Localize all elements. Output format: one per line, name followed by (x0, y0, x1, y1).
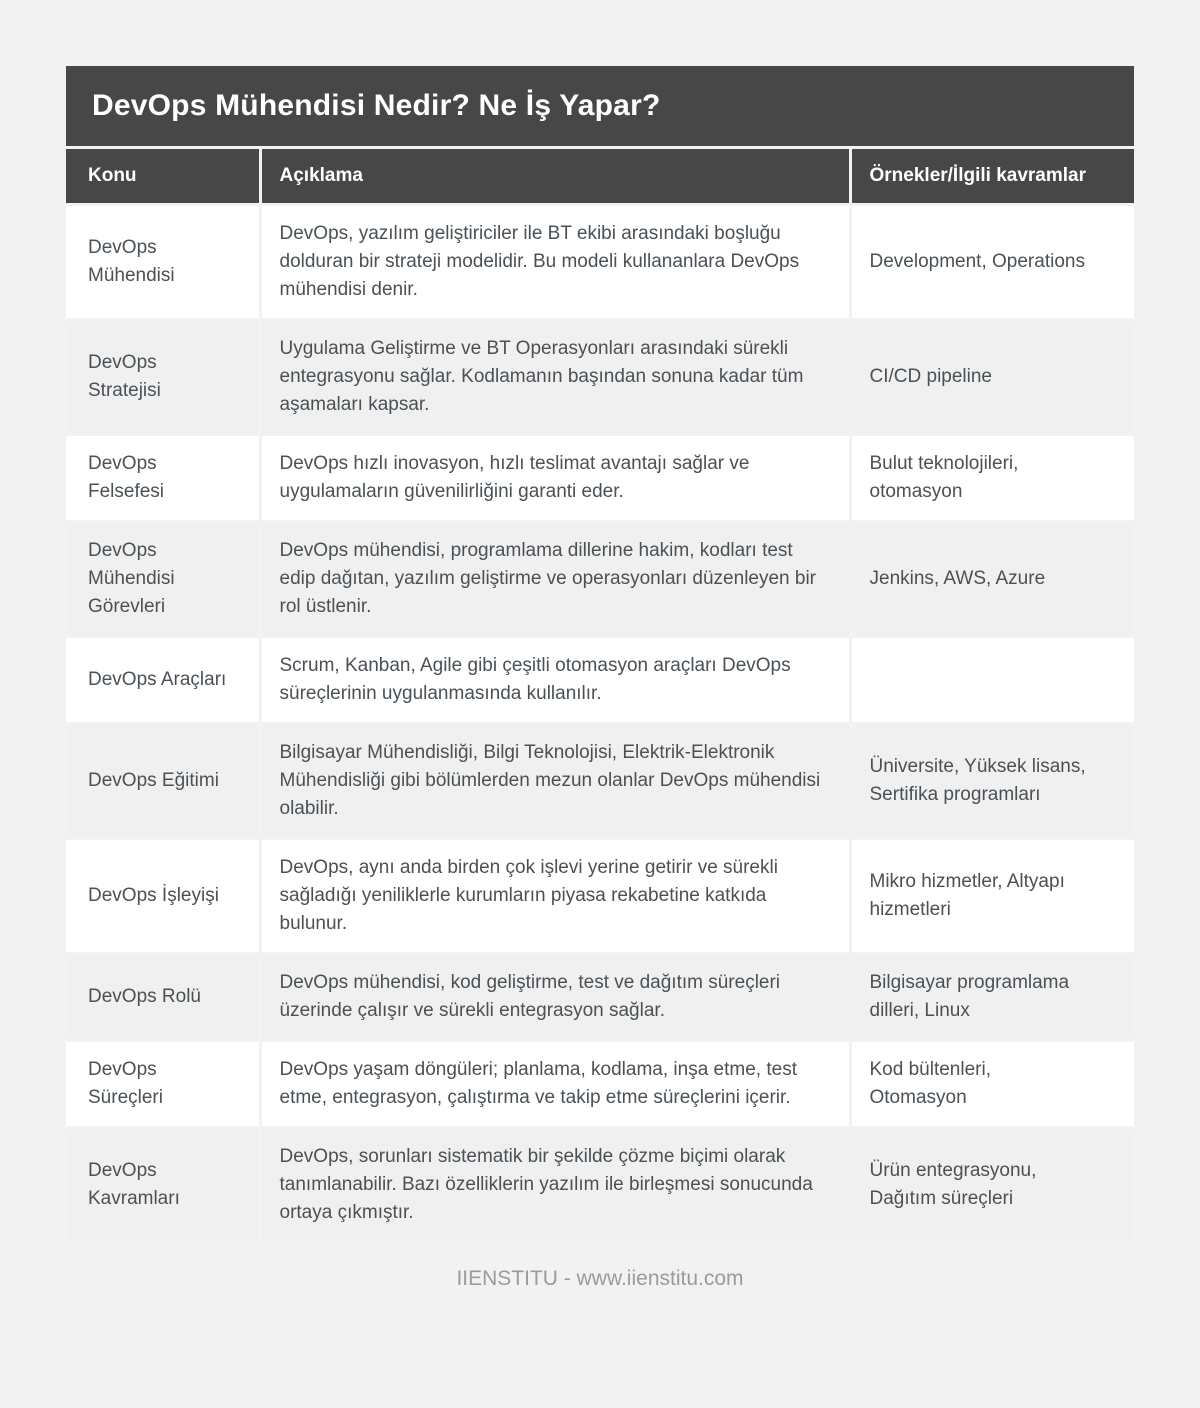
examples-cell: Ürün entegrasyonu, Dağıtım süreçleri (850, 1128, 1134, 1242)
examples-cell: Development, Operations (850, 205, 1134, 320)
description-cell: DevOps mühendisi, kod geliştirme, test ve dağıtım süreçleri üzerinde çalışır ve sürekli entegrasyon sağlar. (260, 954, 850, 1041)
table-row (66, 205, 1134, 320)
description-cell: DevOps, yazılım geliştiriciler ile BT ekibi arasındaki boşluğu dolduran bir strateji modelidir. Bu modeli kullananlara DevOps mühendisi denir. (260, 205, 850, 320)
column-header-aciklama: Açıklama (260, 149, 850, 205)
topic-cell: DevOps Araçları (66, 637, 260, 724)
table-row (66, 1041, 1134, 1128)
examples-cell: Jenkins, AWS, Azure (850, 522, 1134, 637)
examples-cell: Kod bültenleri, Otomasyon (850, 1041, 1134, 1128)
column-header-konu: Konu (66, 149, 260, 205)
table-row (66, 435, 1134, 522)
description-cell: DevOps yaşam döngüleri; planlama, kodlama, inşa etme, test etme, entegrasyon, çalıştırma ve takip etme süreçlerini içerir. (260, 1041, 850, 1128)
examples-cell: CI/CD pipeline (850, 320, 1134, 435)
topic-cell: DevOps Eğitimi (66, 724, 260, 839)
page-title: DevOps Mühendisi Nedir? Ne İş Yapar? (92, 89, 661, 122)
table-row (66, 724, 1134, 839)
description-cell: DevOps, sorunları sistematik bir şekilde çözme biçimi olarak tanımlanabilir. Bazı özelliklerin yazılım ile birleşmesi sonucunda ortaya çıkmıştır. (260, 1128, 850, 1242)
table-row (66, 839, 1134, 954)
examples-cell: Bilgisayar programlama dilleri, Linux (850, 954, 1134, 1041)
examples-cell: Üniversite, Yüksek lisans, Sertifika programları (850, 724, 1134, 839)
description-cell: Scrum, Kanban, Agile gibi çeşitli otomasyon araçları DevOps süreçlerinin uygulanmasında kullanılır. (260, 637, 850, 724)
table-row (66, 522, 1134, 637)
topic-cell: DevOps Kavramları (66, 1128, 260, 1242)
table-header (66, 149, 1134, 205)
examples-cell (850, 637, 1134, 724)
description-cell: DevOps, aynı anda birden çok işlevi yerine getirir ve sürekli sağladığı yeniliklerle kurumların piyasa rekabetine katkıda bulunur. (260, 839, 850, 954)
description-cell: DevOps hızlı inovasyon, hızlı teslimat avantajı sağlar ve uygulamaların güvenilirliğini garanti eder. (260, 435, 850, 522)
topic-cell: DevOps Süreçleri (66, 1041, 260, 1128)
topic-cell: DevOps İşleyişi (66, 839, 260, 954)
table-row (66, 954, 1134, 1041)
column-header-ornekler: Örnekler/İlgili kavramlar (850, 149, 1134, 205)
description-cell: DevOps mühendisi, programlama dillerine hakim, kodları test edip dağıtan, yazılım geliştirme ve operasyonları düzenleyen bir rol üstlenir. (260, 522, 850, 637)
document-sheet (66, 66, 1134, 1291)
topic-cell: DevOps Stratejisi (66, 320, 260, 435)
table-row (66, 1128, 1134, 1242)
description-cell: Bilgisayar Mühendisliği, Bilgi Teknolojisi, Elektrik-Elektronik Mühendisliği gibi bölümlerden mezun olanlar DevOps mühendisi olabilir. (260, 724, 850, 839)
topic-cell: DevOps Mühendisi Görevleri (66, 522, 260, 637)
description-cell: Uygulama Geliştirme ve BT Operasyonları arasındaki sürekli entegrasyonu sağlar. Kodlamanın başından sonuna kadar tüm aşamaları kapsar. (260, 320, 850, 435)
title-bar (66, 66, 1134, 146)
table-row (66, 637, 1134, 724)
examples-cell: Bulut teknolojileri, otomasyon (850, 435, 1134, 522)
topic-cell: DevOps Rolü (66, 954, 260, 1041)
examples-cell: Mikro hizmetler, Altyapı hizmetleri (850, 839, 1134, 954)
devops-table (66, 149, 1134, 1241)
table-row (66, 320, 1134, 435)
topic-cell: DevOps Mühendisi (66, 205, 260, 320)
table-body (66, 205, 1134, 1242)
topic-cell: DevOps Felsefesi (66, 435, 260, 522)
header-row (66, 149, 1134, 205)
footer-credit: IIENSTITU - www.iienstitu.com (456, 1267, 744, 1290)
